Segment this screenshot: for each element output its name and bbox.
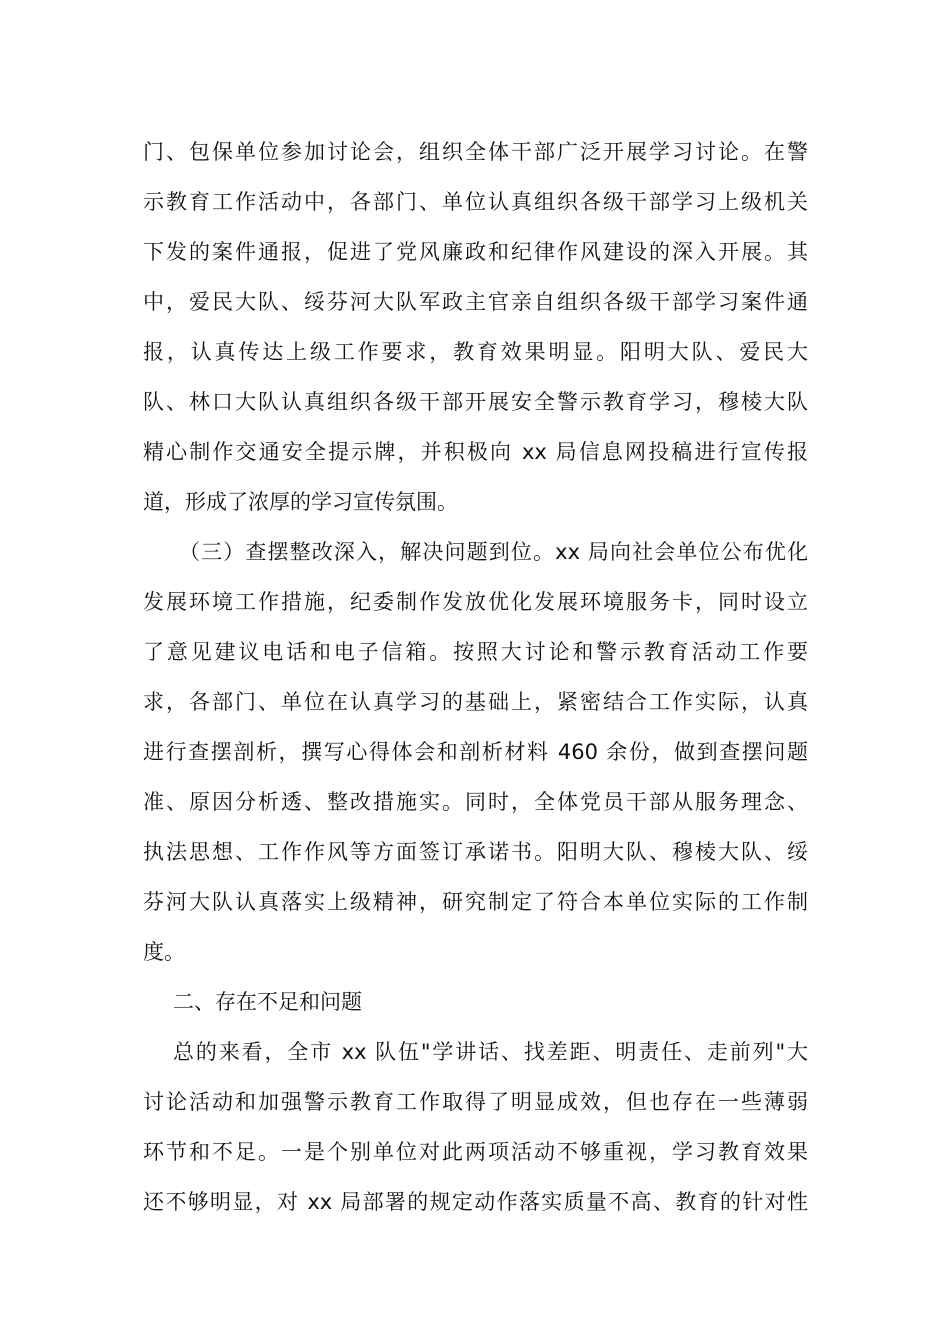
- text-line: 执法思想、工作作风等方面签订承诺书。阳明大队、穆棱大队、绥: [143, 840, 808, 864]
- text-line: 总的来看，全市 xx 队伍"学讲话、找差距、明责任、走前列"大: [173, 1040, 808, 1064]
- text-line: 环节和不足。一是个别单位对此两项活动不够重视，学习教育效果: [143, 1140, 808, 1164]
- text-line: 道，形成了浓厚的学习宣传氛围。: [143, 490, 458, 514]
- text-line: 度。: [143, 940, 185, 964]
- text-line: 芬河大队认真落实上级精神，研究制定了符合本单位实际的工作制: [143, 890, 808, 914]
- text-line: 中，爱民大队、绥芬河大队军政主官亲自组织各级干部学习案件通: [143, 290, 808, 314]
- document-body: [143, 127, 808, 1227]
- text-line: 发展环境工作措施，纪委制作发放优化发展环境服务卡，同时设立: [143, 590, 808, 614]
- heading-text: 二、存在不足和问题: [173, 990, 362, 1014]
- text-line: 精心制作交通安全提示牌，并积极向 xx 局信息网投稿进行宣传报: [143, 440, 808, 464]
- text-line: 示教育工作活动中，各部门、单位认真组织各级干部学习上级机关: [143, 190, 808, 214]
- text-line: 讨论活动和加强警示教育工作取得了明显成效，但也存在一些薄弱: [143, 1090, 808, 1114]
- text-line: 队、林口大队认真组织各级干部开展安全警示教育学习，穆棱大队: [143, 390, 808, 414]
- text-line: 准、原因分析透、整改措施实。同时，全体党员干部从服务理念、: [143, 790, 808, 814]
- paragraph-p2: [143, 527, 808, 977]
- paragraph-p3: [143, 1027, 808, 1227]
- text-line: 下发的案件通报，促进了党风廉政和纪律作风建设的深入开展。其: [143, 240, 808, 264]
- section-heading: [143, 977, 808, 1027]
- text-line: 进行查摆剖析，撰写心得体会和剖析材料 460 余份，做到查摆问题: [143, 740, 808, 764]
- text-line: 还不够明显，对 xx 局部署的规定动作落实质量不高、教育的针对性: [143, 1190, 808, 1214]
- text-line: 了意见建议电话和电子信箱。按照大讨论和警示教育活动工作要: [143, 640, 808, 664]
- paragraph-p1: [143, 127, 808, 527]
- text-line: 报，认真传达上级工作要求，教育效果明显。阳明大队、爱民大: [143, 340, 808, 364]
- text-line: （三）查摆整改深入，解决问题到位。xx 局向社会单位公布优化: [179, 540, 808, 564]
- text-line: 门、包保单位参加讨论会，组织全体干部广泛开展学习讨论。在警: [143, 140, 808, 164]
- text-line: 求，各部门、单位在认真学习的基础上，紧密结合工作实际，认真: [143, 690, 808, 714]
